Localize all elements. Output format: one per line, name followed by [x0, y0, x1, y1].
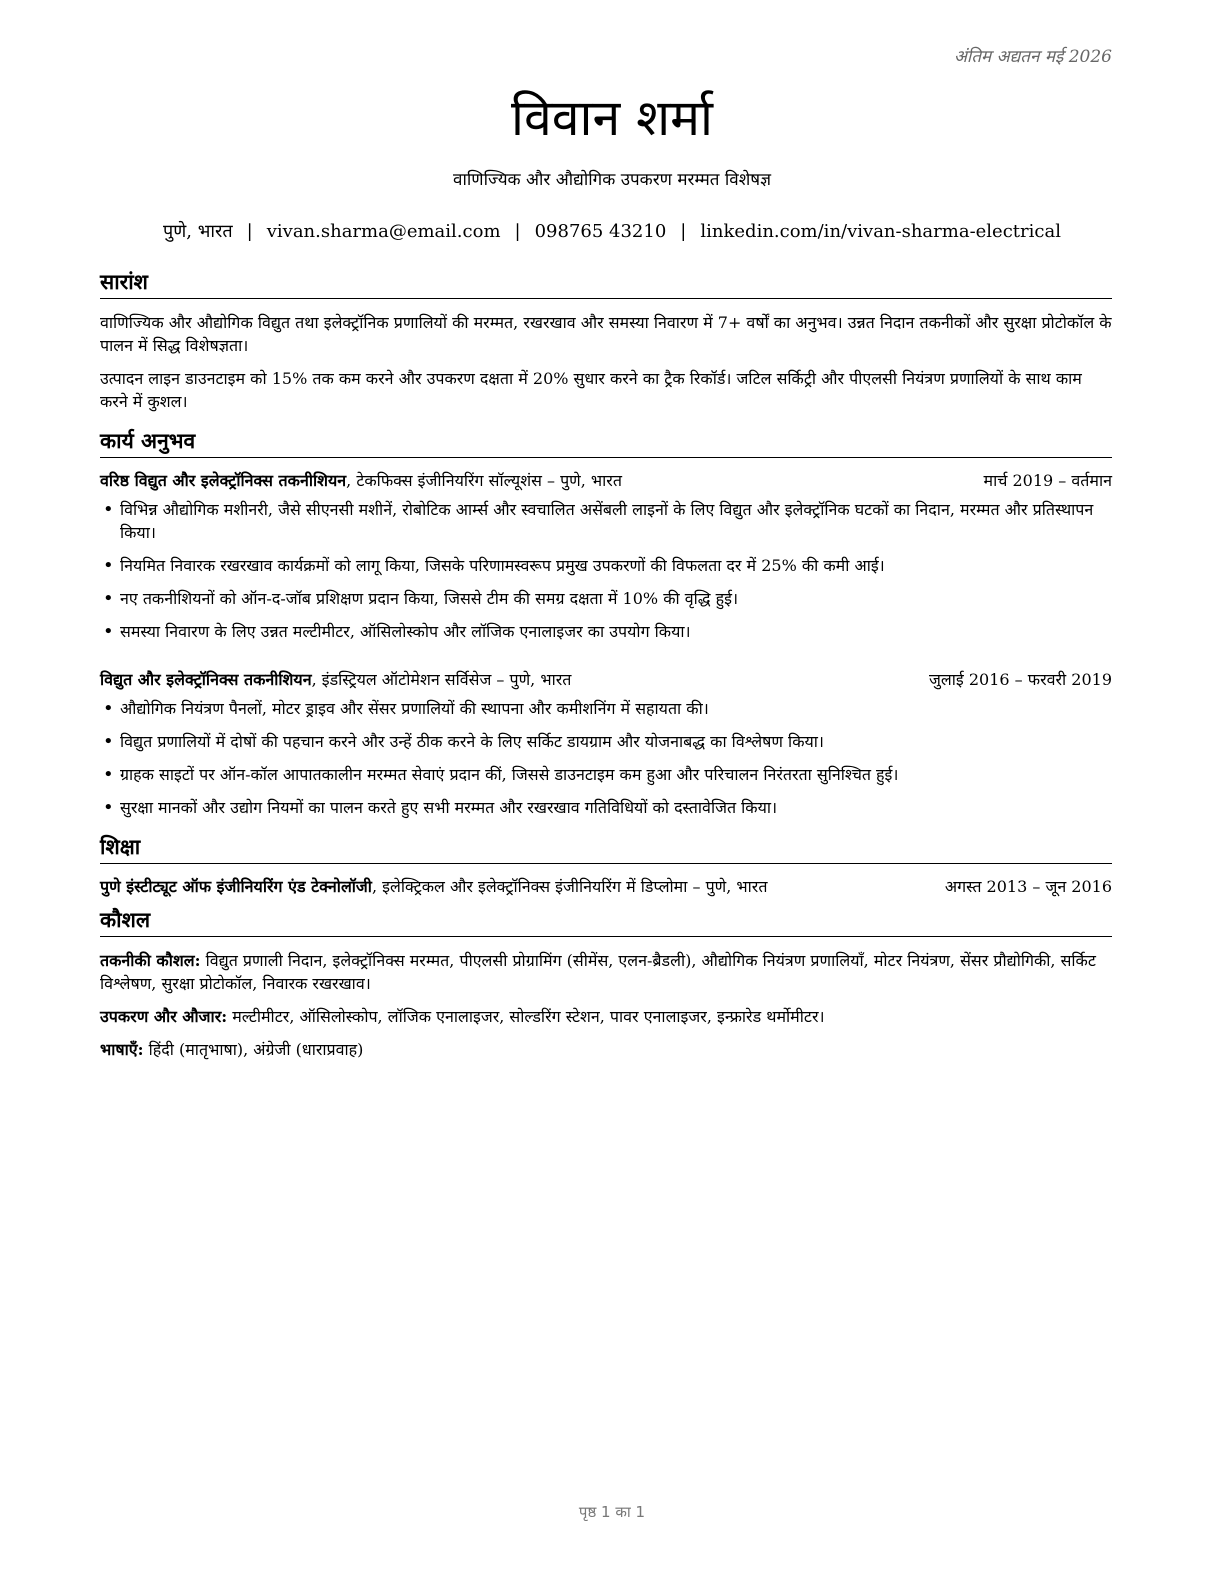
job-bullet: • विभिन्न औद्योगिक मशीनरी, जैसे सीएनसी मशीनें, रोबोटिक आर्म्स और स्वचालित असेंबली लाइनों के लिए विद्युत और इलेक्ट्रॉनिक घटकों का निदान, मरम्मत और प्रतिस्थापन किया।: [100, 498, 1112, 544]
skills-value: विद्युत प्रणाली निदान, इलेक्ट्रॉनिक्स मरम्मत, पीएलसी प्रोग्रामिंग (सीमेंस, एलन-ब्रैडली), औद्योगिक नियंत्रण प्रणालियाँ, मोटर नियंत्रण, सेंसर प्रौद्योगिकी, सर्किट विश्लेषण, सुरक्षा प्रोटोकॉल, निवारक रखरखाव।: [100, 951, 1096, 993]
education-institution: पुणे इंस्टीट्यूट ऑफ इंजीनियरिंग एंड टेक्नोलॉजी: [100, 877, 372, 896]
contact-location: पुणे, भारत: [163, 221, 233, 242]
education-detail: , इलेक्ट्रिकल और इलेक्ट्रॉनिक्स इंजीनियरिंग में डिप्लोमा – पुणे, भारत: [371, 877, 768, 896]
education-heading: शिक्षा: [100, 833, 1112, 864]
job-bullet: • औद्योगिक नियंत्रण पैनलों, मोटर ड्राइव और सेंसर प्रणालियों की स्थापना और कमीशनिंग में सहायता की।: [100, 697, 1112, 720]
job-bullet: • समस्या निवारण के लिए उन्नत मल्टीमीटर, ऑसिलोस्कोप और लॉजिक एनालाइजर का उपयोग किया।: [100, 620, 1112, 643]
skills-label: उपकरण और औजार:: [100, 1007, 228, 1026]
contact-line: [0, 219, 1224, 243]
job-entry: [100, 669, 1112, 819]
job-entry: [100, 470, 1112, 643]
job-bullets: [100, 697, 1112, 819]
experience-heading: कार्य अनुभव: [100, 427, 1112, 458]
job-dates: जुलाई 2016 – फरवरी 2019: [929, 670, 1112, 689]
resume-content: [100, 268, 1112, 1071]
job-dates: मार्च 2019 – वर्तमान: [983, 471, 1112, 490]
job-bullet: • विद्युत प्रणालियों में दोषों की पहचान करने और उन्हें ठीक करने के लिए सर्किट डायग्राम और योजनाबद्ध का विश्लेषण किया।: [100, 730, 1112, 753]
education-dates: अगस्त 2013 – जून 2016: [944, 877, 1112, 896]
job-org: , टेकफिक्स इंजीनियरिंग सॉल्यूशंस – पुणे, भारत: [346, 471, 622, 490]
summary-paragraph: वाणिज्यिक और औद्योगिक विद्युत तथा इलेक्ट्रॉनिक प्रणालियों की मरम्मत, रखरखाव और समस्या निवारण में 7+ वर्षों का अनुभव। उन्नत निदान तकनीकों और सुरक्षा प्रोटोकॉल के पालन में सिद्ध विशेषज्ञता।: [100, 313, 1112, 355]
job-bullet: • ग्राहक साइटों पर ऑन-कॉल आपातकालीन मरम्मत सेवाएं प्रदान कीं, जिससे डाउनटाइम कम हुआ और परिचालन निरंतरता सुनिश्चित हुई।: [100, 763, 1112, 786]
job-role: वरिष्ठ विद्युत और इलेक्ट्रॉनिक्स तकनीशियन: [100, 471, 347, 490]
skills-row: [100, 949, 1112, 995]
contact-separator: |: [514, 221, 521, 242]
last-updated: अंतिम अद्यतन मई 2026: [953, 47, 1112, 67]
summary-heading: सारांश: [100, 268, 1112, 299]
skills-label: भाषाएँ:: [100, 1040, 144, 1059]
contact-linkedin[interactable]: linkedin.com/in/vivan-sharma-electrical: [700, 221, 1061, 242]
candidate-headline: वाणिज्यिक और औद्योगिक उपकरण मरम्मत विशेषज्ञ: [453, 170, 771, 190]
education-entry: [100, 876, 1112, 898]
summary-paragraph: उत्पादन लाइन डाउनटाइम को 15% तक कम करने और उपकरण दक्षता में 20% सुधार करने का ट्रैक रिकॉर्ड। जटिल सर्किट्री और पीएलसी नियंत्रण प्रणालियों के साथ काम करने में कुशल।: [100, 369, 1082, 411]
skills-row: [100, 1005, 1112, 1028]
skills-label: तकनीकी कौशल:: [100, 951, 201, 970]
job-header: [100, 470, 1112, 492]
job-bullets: [100, 498, 1112, 643]
skills-heading: कौशल: [100, 906, 1112, 937]
contact-separator: |: [680, 221, 687, 242]
contact-separator: |: [246, 221, 253, 242]
job-bullet: • सुरक्षा मानकों और उद्योग नियमों का पालन करते हुए सभी मरम्मत और रखरखाव गतिविधियों को दस्तावेजित किया।: [100, 796, 1112, 819]
skills-row: [100, 1038, 1112, 1061]
job-org: , इंडस्ट्रियल ऑटोमेशन सर्विसेज – पुणे, भारत: [311, 670, 572, 689]
contact-phone: 098765 43210: [534, 221, 667, 242]
skills-value: हिंदी (मातृभाषा), अंग्रेजी (धाराप्रवाह): [143, 1040, 364, 1059]
job-role: विद्युत और इलेक्ट्रॉनिक्स तकनीशियन: [100, 670, 312, 689]
job-header: [100, 669, 1112, 691]
candidate-name: विवान शर्मा: [511, 89, 713, 147]
skills-value: मल्टीमीटर, ऑसिलोस्कोप, लॉजिक एनालाइजर, सोल्डरिंग स्टेशन, पावर एनालाइजर, इन्फ्रारेड थर्मोमीटर।: [227, 1007, 825, 1026]
job-bullet: • नियमित निवारक रखरखाव कार्यक्रमों को लागू किया, जिसके परिणामस्वरूप प्रमुख उपकरणों की विफलता दर में 25% की कमी आई।: [100, 554, 1112, 577]
page-number: पृष्ठ 1 का 1: [578, 1503, 646, 1521]
job-bullet: • नए तकनीशियनों को ऑन-द-जॉब प्रशिक्षण प्रदान किया, जिससे टीम की समग्र दक्षता में 10% की वृद्धि हुई।: [100, 587, 1112, 610]
contact-email[interactable]: vivan.sharma@email.com: [266, 221, 501, 242]
